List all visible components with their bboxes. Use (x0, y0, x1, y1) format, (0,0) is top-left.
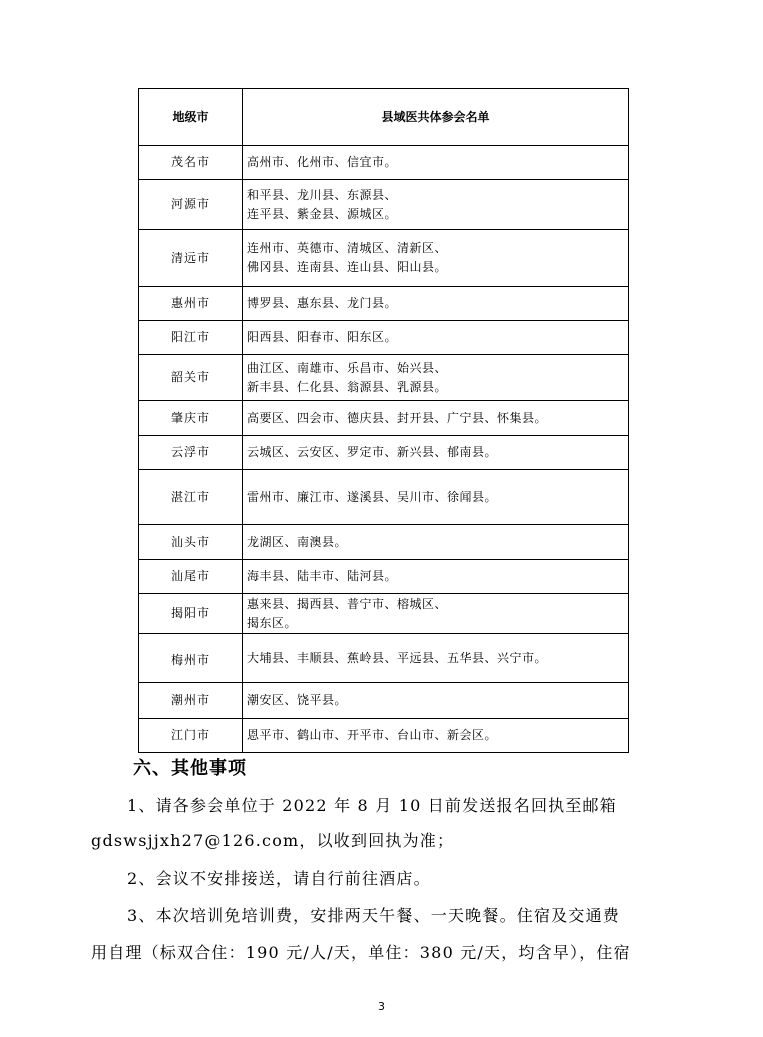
table-row (139, 594, 629, 634)
counties-cell (243, 287, 629, 321)
city-cell: 阳江市 (139, 321, 243, 355)
counties-cell (243, 230, 629, 287)
table-row (139, 180, 629, 230)
city-cell: 梅州市 (139, 634, 243, 683)
county-line: 惠来县、揭西县、普宁市、榕城区、 (247, 596, 448, 611)
city-cell: 茂名市 (139, 146, 243, 180)
city-cell: 云浮市 (139, 436, 243, 470)
city-cell: 河源市 (139, 180, 243, 230)
counties-cell (243, 355, 629, 401)
county-line: 博罗县、惠东县、龙门县。 (247, 296, 398, 310)
table-row (139, 719, 629, 753)
table-row (139, 436, 629, 470)
county-line: 曲江区、南雄市、乐昌市、始兴县、 (247, 360, 448, 375)
table-row (139, 560, 629, 594)
paragraph-3-line-1: 3、本次培训免培训费，安排两天午餐、一天晚餐。住宿及交通费 (127, 906, 620, 925)
table-row (139, 146, 629, 180)
city-cell: 江门市 (139, 719, 243, 753)
table-row (139, 287, 629, 321)
counties-cell (243, 525, 629, 560)
counties-cell (243, 321, 629, 355)
county-line: 潮安区、饶平县。 (247, 693, 348, 707)
header-city: 地级市 (139, 89, 243, 146)
county-line: 雷州市、廉江市、遂溪县、吴川市、徐闻县。 (247, 489, 498, 504)
county-line: 海丰县、陆丰市、陆河县。 (247, 569, 398, 583)
counties-cell (243, 594, 629, 634)
table-row (139, 525, 629, 560)
counties-cell (243, 146, 629, 180)
county-line: 佛冈县、连南县、连山县、阳山县。 (247, 260, 448, 274)
city-cell: 湛江市 (139, 470, 243, 525)
table-row (139, 230, 629, 287)
county-line: 云城区、云安区、罗定市、新兴县、郁南县。 (247, 445, 498, 459)
table-row (139, 401, 629, 436)
city-cell: 韶关市 (139, 355, 243, 401)
page-number: 3 (378, 1000, 385, 1013)
county-line: 大埔县、丰顺县、蕉岭县、平远县、五华县、兴宁市。 (247, 650, 548, 665)
city-cell: 惠州市 (139, 287, 243, 321)
city-cell: 揭阳市 (139, 594, 243, 634)
table-row (139, 634, 629, 683)
county-line: 高州市、化州市、信宜市。 (247, 155, 398, 169)
counties-cell (243, 470, 629, 525)
counties-cell (243, 560, 629, 594)
counties-cell (243, 634, 629, 683)
header-counties: 县域医共体参会名单 (243, 89, 629, 146)
table-row (139, 321, 629, 355)
paragraph-3-line-2: 用自理（标双合住：190 元/人/天，单住：380 元/天，均含早），住宿 (91, 943, 631, 962)
counties-cell (243, 401, 629, 436)
county-line: 新丰县、仁化县、翁源县、乳源县。 (247, 379, 448, 394)
counties-cell (243, 180, 629, 230)
counties-cell (243, 683, 629, 719)
county-line: 高要区、四会市、德庆县、封开县、广宁县、怀集县。 (247, 410, 548, 425)
table-row (139, 470, 629, 525)
paragraph-2: 2、会议不安排接送，请自行前往酒店。 (127, 869, 431, 888)
table-row (139, 355, 629, 401)
table-header-row (139, 89, 629, 146)
city-cell: 肇庆市 (139, 401, 243, 436)
county-line: 阳西县、阳春市、阳东区。 (247, 330, 398, 344)
city-cell: 潮州市 (139, 683, 243, 719)
participant-table (138, 88, 629, 753)
city-cell: 清远市 (139, 230, 243, 287)
county-line: 恩平市、鹤山市、开平市、台山市、新会区。 (247, 728, 498, 742)
table-row (139, 683, 629, 719)
city-cell: 汕尾市 (139, 560, 243, 594)
county-line: 揭东区。 (247, 615, 298, 630)
counties-cell (243, 436, 629, 470)
counties-cell (243, 719, 629, 753)
county-line: 连平县、紫金县、源城区。 (247, 206, 398, 221)
section-heading: 六、其他事项 (133, 758, 247, 779)
county-line: 和平县、龙川县、东源县、 (247, 187, 398, 202)
county-line: 龙湖区、南澳县。 (247, 534, 348, 549)
county-line: 连州市、英德市、清城区、清新区、 (247, 241, 448, 255)
paragraph-1-line-2: gdswsjjxh27@126.com，以收到回执为准； (91, 831, 455, 850)
paragraph-1-line-1: 1、请各参会单位于 2022 年 8 月 10 日前发送报名回执至邮箱 (127, 796, 617, 815)
city-cell: 汕头市 (139, 525, 243, 560)
